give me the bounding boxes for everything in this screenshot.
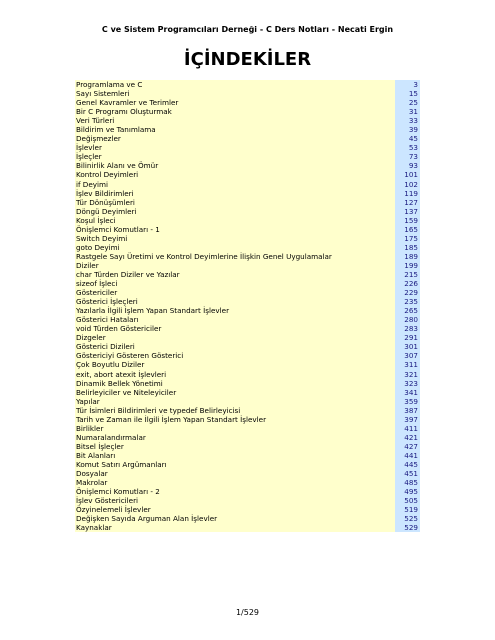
toc-entry-page: 387 — [395, 406, 420, 415]
toc-entry-label: İşleçler — [75, 152, 395, 161]
toc-row[interactable] — [75, 152, 420, 161]
page-header: C ve Sistem Programcıları Derneği - C Ders Notları - Necati Ergin — [101, 25, 394, 34]
toc-entry-label: Tarih ve Zaman ile İlgili İşlem Yapan Standart İşlevler — [75, 415, 395, 424]
toc-entry-page: 525 — [395, 514, 420, 523]
toc-entry-label: Tür Dönüşümleri — [75, 198, 395, 207]
toc-row[interactable] — [75, 270, 420, 279]
toc-entry-label: Veri Türleri — [75, 116, 395, 125]
toc-row[interactable] — [75, 170, 420, 179]
toc-row[interactable] — [75, 388, 420, 397]
toc-entry-page: 301 — [395, 342, 420, 351]
toc-entry-label: Dosyalar — [75, 469, 395, 478]
toc-entry-page: 505 — [395, 496, 420, 505]
toc-entry-label: if Deyimi — [75, 180, 395, 189]
toc-entry-page: 119 — [395, 189, 420, 198]
toc-row[interactable] — [75, 252, 420, 261]
toc-row[interactable] — [75, 406, 420, 415]
toc-entry-label: Önişlemci Komutları - 1 — [75, 225, 395, 234]
toc-entry-page: 311 — [395, 360, 420, 369]
toc-entry-page: 101 — [395, 170, 420, 179]
toc-entry-label: Kontrol Deyimleri — [75, 170, 395, 179]
toc-entry-label: İşlev Göstericileri — [75, 496, 395, 505]
toc-entry-page: 291 — [395, 333, 420, 342]
toc-entry-page: 235 — [395, 297, 420, 306]
toc-entry-label: Koşul İşleci — [75, 216, 395, 225]
toc-row[interactable] — [75, 116, 420, 125]
toc-entry-page: 495 — [395, 487, 420, 496]
toc-entry-page: 421 — [395, 433, 420, 442]
toc-entry-page: 307 — [395, 351, 420, 360]
toc-entry-page: 127 — [395, 198, 420, 207]
toc-entry-label: goto Deyimi — [75, 243, 395, 252]
toc-row[interactable] — [75, 442, 420, 451]
toc-entry-page: 31 — [395, 107, 420, 116]
toc-entry-label: Gösterici İşleçleri — [75, 297, 395, 306]
toc-entry-label: İşlev Bildirimleri — [75, 189, 395, 198]
toc-row[interactable] — [75, 216, 420, 225]
toc-row[interactable] — [75, 415, 420, 424]
toc-entry-label: Döngü Deyimleri — [75, 207, 395, 216]
toc-row[interactable] — [75, 107, 420, 116]
toc-row[interactable] — [75, 351, 420, 360]
toc-entry-page: 102 — [395, 180, 420, 189]
toc-entry-label: Switch Deyimi — [75, 234, 395, 243]
toc-entry-label: Diziler — [75, 261, 395, 270]
toc-entry-page: 485 — [395, 478, 420, 487]
toc-entry-label: Dinamik Bellek Yönetimi — [75, 379, 395, 388]
toc-entry-label: sizeof İşleci — [75, 279, 395, 288]
toc-entry-label: Göstericiyi Gösteren Gösterici — [75, 351, 395, 360]
toc-entry-page: 451 — [395, 469, 420, 478]
toc-entry-page: 165 — [395, 225, 420, 234]
toc-entry-label: Gösterici Hataları — [75, 315, 395, 324]
toc-entry-label: Bilinirlik Alanı ve Ömür — [75, 161, 395, 170]
toc-entry-label: Komut Satırı Argümanları — [75, 460, 395, 469]
toc-entry-page: 73 — [395, 152, 420, 161]
toc-row[interactable] — [75, 189, 420, 198]
toc-entry-page: 175 — [395, 234, 420, 243]
toc-entry-page: 137 — [395, 207, 420, 216]
toc-entry-label: Değişmezler — [75, 134, 395, 143]
toc-entry-page: 265 — [395, 306, 420, 315]
toc-entry-page: 226 — [395, 279, 420, 288]
toc-entry-page: 185 — [395, 243, 420, 252]
toc-row[interactable] — [75, 315, 420, 324]
toc-entry-page: 321 — [395, 370, 420, 379]
toc-row[interactable] — [75, 134, 420, 143]
toc-entry-label: Belirleyiciler ve Niteleyiciler — [75, 388, 395, 397]
toc-entry-label: Numaralandırmalar — [75, 433, 395, 442]
toc-row[interactable] — [75, 505, 420, 514]
toc-entry-page: 445 — [395, 460, 420, 469]
toc-entry-label: Makrolar — [75, 478, 395, 487]
page-title: İÇİNDEKİLER — [183, 49, 312, 70]
toc-entry-page: 39 — [395, 125, 420, 134]
toc-entry-page: 441 — [395, 451, 420, 460]
toc-entry-page: 519 — [395, 505, 420, 514]
toc-row[interactable] — [75, 80, 420, 89]
toc-row[interactable] — [75, 397, 420, 406]
toc-entry-page: 25 — [395, 98, 420, 107]
toc-row[interactable] — [75, 89, 420, 98]
toc-entry-page: 529 — [395, 523, 420, 532]
toc-row[interactable] — [75, 496, 420, 505]
toc-entry-label: Bitsel İşleçler — [75, 442, 395, 451]
toc-row[interactable] — [75, 261, 420, 270]
toc-row[interactable] — [75, 180, 420, 189]
toc-row[interactable] — [75, 98, 420, 107]
toc-row[interactable] — [75, 433, 420, 442]
toc-entry-label: exit, abort atexit İşlevleri — [75, 370, 395, 379]
toc-row[interactable] — [75, 478, 420, 487]
toc-entry-label: İşlevler — [75, 143, 395, 152]
toc-row[interactable] — [75, 207, 420, 216]
toc-entry-page: 93 — [395, 161, 420, 170]
toc-entry-label: Bir C Programı Oluşturmak — [75, 107, 395, 116]
toc-row[interactable] — [75, 288, 420, 297]
toc-entry-label: Dizgeler — [75, 333, 395, 342]
toc-row[interactable] — [75, 424, 420, 433]
toc-entry-label: char Türden Diziler ve Yazılar — [75, 270, 395, 279]
toc-entry-page: 323 — [395, 379, 420, 388]
toc-row[interactable] — [75, 161, 420, 170]
toc-entry-page: 199 — [395, 261, 420, 270]
toc-entry-label: Özyinelemeli İşlevler — [75, 505, 395, 514]
toc-row[interactable] — [75, 523, 420, 532]
toc-entry-label: Programlama ve C — [75, 80, 395, 89]
toc-entry-label: Yapılar — [75, 397, 395, 406]
toc-row[interactable] — [75, 324, 420, 333]
toc-row[interactable] — [75, 225, 420, 234]
toc-row[interactable] — [75, 234, 420, 243]
toc-row[interactable] — [75, 306, 420, 315]
toc-entry-page: 427 — [395, 442, 420, 451]
toc-entry-page: 359 — [395, 397, 420, 406]
toc-entry-label: Yazılarla İlgili İşlem Yapan Standart İşlevler — [75, 306, 395, 315]
toc-entry-page: 45 — [395, 134, 420, 143]
toc-entry-page: 3 — [395, 80, 420, 89]
toc-row[interactable] — [75, 469, 420, 478]
toc-entry-label: Birlikler — [75, 424, 395, 433]
toc-entry-label: Gösterici Dizileri — [75, 342, 395, 351]
table-of-contents — [75, 80, 420, 532]
toc-row[interactable] — [75, 279, 420, 288]
toc-entry-page: 53 — [395, 143, 420, 152]
toc-row[interactable] — [75, 360, 420, 369]
toc-entry-page: 397 — [395, 415, 420, 424]
toc-entry-page: 341 — [395, 388, 420, 397]
toc-entry-label: Çok Boyutlu Diziler — [75, 360, 395, 369]
toc-entry-page: 280 — [395, 315, 420, 324]
toc-entry-label: Değişken Sayıda Arguman Alan İşlevler — [75, 514, 395, 523]
page-number: 1/529 — [235, 608, 260, 617]
toc-row[interactable] — [75, 460, 420, 469]
toc-entry-label: Bildirim ve Tanımlama — [75, 125, 395, 134]
toc-entry-label: Göstericiler — [75, 288, 395, 297]
toc-entry-label: Bit Alanları — [75, 451, 395, 460]
toc-entry-label: void Türden Göstericiler — [75, 324, 395, 333]
toc-row[interactable] — [75, 451, 420, 460]
toc-row[interactable] — [75, 370, 420, 379]
toc-entry-label: Önişlemci Komutları - 2 — [75, 487, 395, 496]
toc-entry-label: Tür İsimleri Bildirimleri ve typedef Belirleyicisi — [75, 406, 395, 415]
toc-row[interactable] — [75, 143, 420, 152]
toc-entry-page: 215 — [395, 270, 420, 279]
toc-entry-label: Genel Kavramler ve Terimler — [75, 98, 395, 107]
toc-row[interactable] — [75, 487, 420, 496]
toc-row[interactable] — [75, 125, 420, 134]
toc-entry-label: Sayı Sistemleri — [75, 89, 395, 98]
toc-row[interactable] — [75, 514, 420, 523]
toc-entry-page: 283 — [395, 324, 420, 333]
toc-row[interactable] — [75, 198, 420, 207]
toc-row[interactable] — [75, 243, 420, 252]
toc-row[interactable] — [75, 333, 420, 342]
toc-entry-label: Rastgele Sayı Üretimi ve Kontrol Deyimlerine İlişkin Genel Uygulamalar — [75, 252, 395, 261]
toc-entry-page: 189 — [395, 252, 420, 261]
toc-row[interactable] — [75, 342, 420, 351]
toc-entry-page: 33 — [395, 116, 420, 125]
toc-entry-page: 411 — [395, 424, 420, 433]
toc-entry-page: 15 — [395, 89, 420, 98]
toc-row[interactable] — [75, 379, 420, 388]
toc-row[interactable] — [75, 297, 420, 306]
toc-entry-label: Kaynaklar — [75, 523, 395, 532]
toc-entry-page: 229 — [395, 288, 420, 297]
toc-entry-page: 159 — [395, 216, 420, 225]
